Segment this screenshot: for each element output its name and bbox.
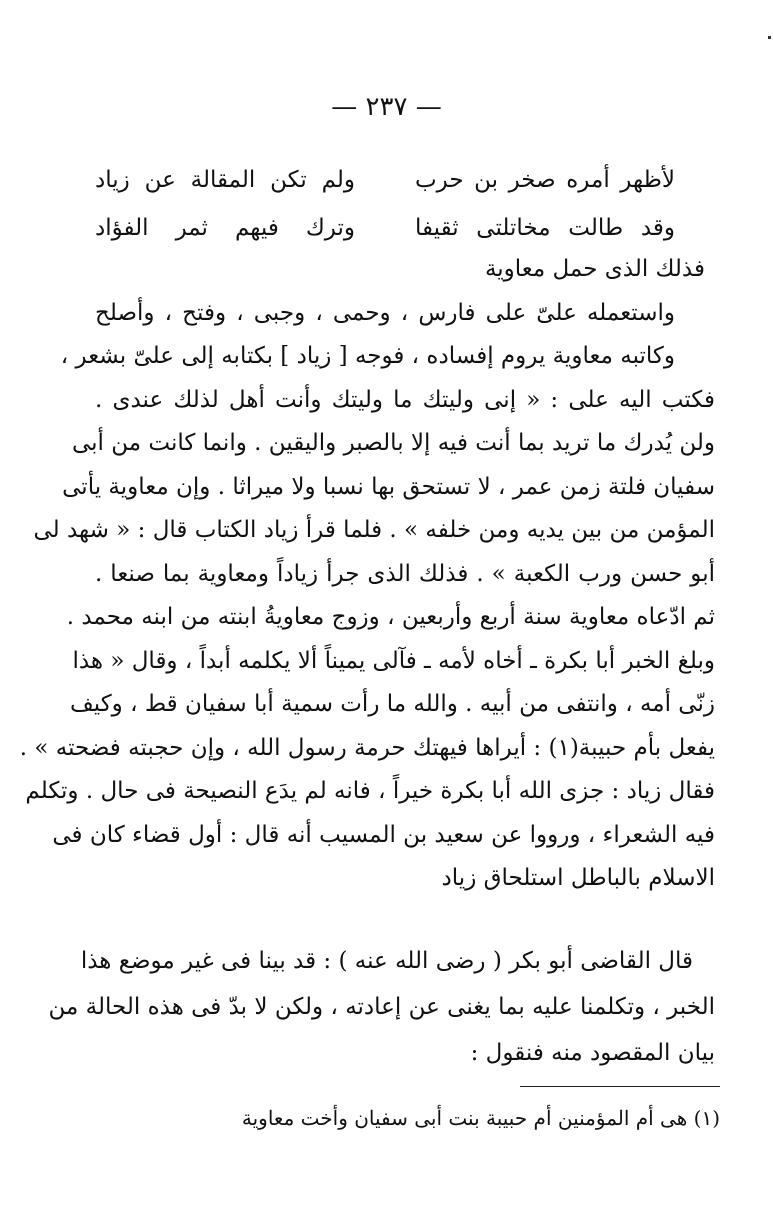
text-line: قال القاضى أبو بكر ( رضى الله عنه ) : قد بينا فى غير موضع هذا — [80, 948, 693, 974]
text-line: فيه الشعراء ، ورووا عن سعيد بن المسيب أنه قال : أول قضاء كان فى — [52, 821, 715, 848]
text-line: وكاتبه معاوية يروم إفساده ، فوجه [ زياد ] بكتابه إلى علىّ بشعر ، — [60, 343, 675, 369]
verse-first-hemistich: لأظهر أمره صخر بن حرب — [415, 167, 675, 193]
text-line: المؤمن من بين يديه ومن خلفه » . فلما قرأ زياد الكتاب قال : « شهد لى — [33, 517, 715, 543]
text-line: الخبر ، وتكلمنا عليه بما يغنى عن إعادته ، ولكن لا بدّ فى هذه الحالة من — [48, 994, 715, 1020]
text-line: سفيان فلتة زمن عمر ، لا تستحق بها نسبا ولا ميراثا . وإن معاوية يأتى — [62, 473, 715, 500]
page-number: — ٢٣٧ — — [331, 92, 442, 122]
text-line: الاسلام بالباطل استلحاق زياد — [441, 865, 715, 891]
text-line: فذلك الذى حمل معاوية — [484, 256, 705, 282]
poem-verses — [95, 156, 675, 252]
footnote-divider — [520, 1086, 720, 1087]
text-line: زنّى أمه ، وانتفى من أبيه . والله ما رأت سمية أبا سفيان قط ، وكيف — [69, 691, 715, 717]
text-line: بيان المقصود منه فنقول : — [470, 1040, 715, 1066]
text-line: أبو حسن ورب الكعبة » . فذلك الذى جرأ زياداً ومعاوية بما صنعا . — [95, 560, 715, 587]
footnote: (١) هى أم المؤمنين أم حبيبة بنت أبى سفيان وأخت معاوية — [241, 1106, 720, 1130]
text-line: ثم ادّعاه معاوية سنة أربع وأربعين ، وزوج معاويةُ ابنته من ابنه محمد . — [66, 604, 715, 630]
verse-second-hemistich: وترك فيهم ثمر الفؤاد — [95, 215, 355, 241]
text-line: وبلغ الخبر أبا بكرة ـ أخاه لأمه ـ فآلى يميناً ألا يكلمه أبداً ، وقال « هذا — [72, 647, 715, 674]
text-line: فكتب اليه على : « إنى وليتك ما وليتك وأنت أهل لذلك عندى . — [95, 386, 715, 413]
body-paragraph — [19, 248, 715, 901]
text-line: ولن يُدرك ما تريد بما أنت فيه إلا بالصبر واليقين . وانما كانت من أبى — [71, 430, 715, 456]
verse-second-hemistich: ولم تكن المقالة عن زياد — [95, 167, 355, 193]
closing-paragraph — [48, 938, 715, 1076]
text-line: يفعل بأم حبيبة(١) : أيراها فيهتك حرمة رسول الله ، وإن حجبته فضحته » . — [19, 734, 715, 761]
text-line: واستعمله علىّ على فارس ، وحمى ، وجبى ، وفتح ، وأصلح — [95, 299, 675, 326]
text-line: فقال زياد : جزى الله أبا بكرة خيراً ، فانه لم يدَع النصيحة فى حال . وتكلم — [25, 778, 715, 804]
scan-mark — [768, 36, 771, 39]
verse-first-hemistich: وقد طالت مخاتلتى ثقيفا — [415, 215, 675, 241]
verse-line — [95, 156, 675, 204]
verse-line — [95, 204, 675, 252]
